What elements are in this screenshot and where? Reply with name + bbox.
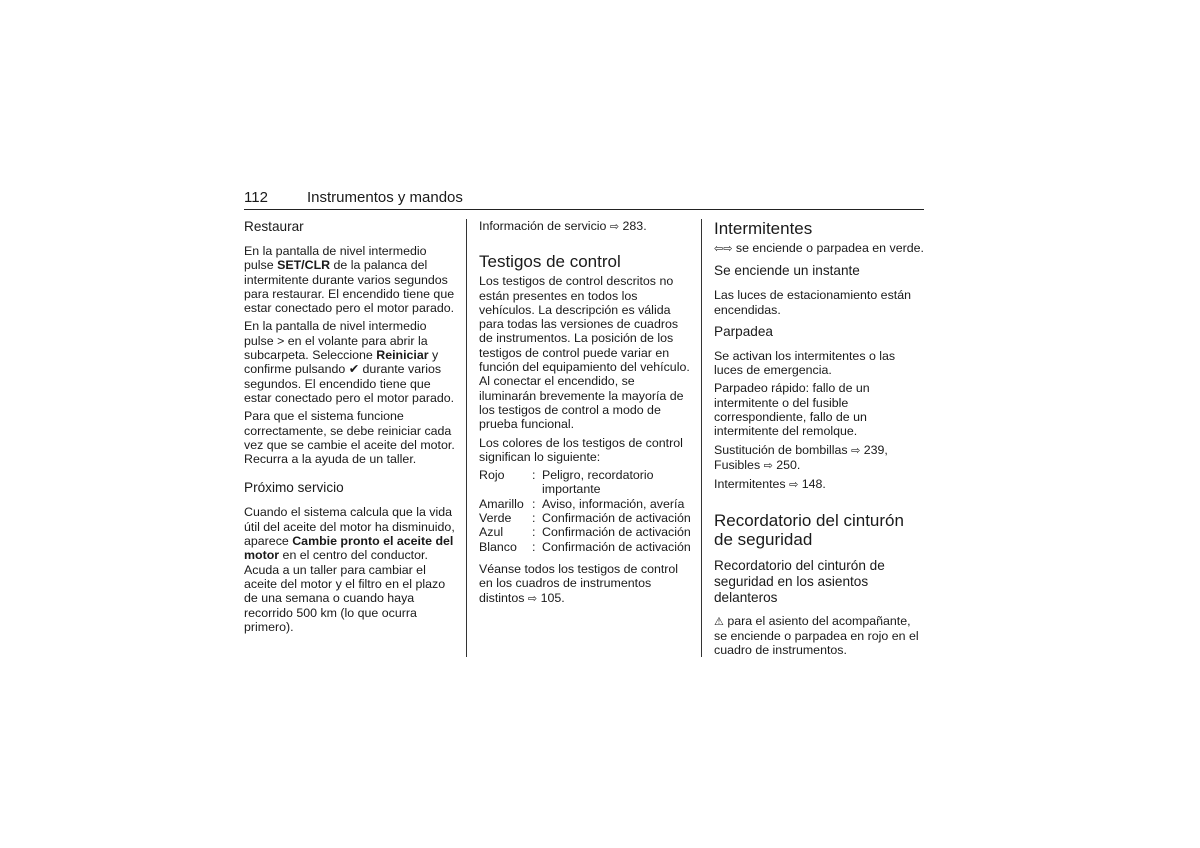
page-ref-arrow-icon: ⇨ <box>789 479 799 492</box>
text: En la pantalla de nivel intermedio pulse <box>244 244 427 273</box>
table-row <box>479 511 691 525</box>
page-ref-arrow-icon: ⇨ <box>851 444 861 457</box>
paragraph-sustitucion <box>714 443 926 474</box>
text: 250. <box>772 457 801 472</box>
table-row <box>479 468 691 497</box>
color-desc: Confirmación de activación <box>542 539 691 554</box>
color-name: Rojo <box>479 468 505 483</box>
column-1 <box>244 219 458 638</box>
text: Sustitución de bombillas <box>714 442 852 457</box>
color-desc: Confirmación de activación <box>542 525 691 540</box>
paragraph-testigos-1: Los testigos de control descritos no están presentes en todos los vehículos. La descripción es válida para todas las versiones de cuadros de instrumentos. La posición de los testigos de control puede variar en función del equipamiento del vehículo. Al conectar el encendido, se iluminarán brevemente la mayoría de los testigos de control a modo de prueba funcional. <box>479 274 690 432</box>
heading-recordatorio-cinturon: Recordatorio del cinturón de seguridad <box>714 510 904 549</box>
separator: : <box>532 525 536 540</box>
text: en el volante para abrir la subcarpeta. Seleccione <box>244 333 428 363</box>
heading-recordatorio-asientos-delanteros: Recordatorio del cinturón de seguridad en los asientos delanteros <box>714 557 885 605</box>
color-name: Verde <box>479 511 512 526</box>
page-ref-arrow-icon: ⇨ <box>527 592 538 605</box>
color-meaning-table <box>479 468 691 554</box>
heading-restaurar: Restaurar <box>244 219 304 234</box>
menu-label-reiniciar: Reiniciar <box>376 348 429 363</box>
paragraph-intermitentes-icon <box>714 241 926 256</box>
text: y confirme pulsando <box>244 348 439 377</box>
column-divider-1 <box>466 219 467 657</box>
paragraph-parpadea-1: Se activan los intermitentes o las luces de emergencia. <box>714 348 896 378</box>
paragraph-testigos-2: Los colores de los testigos de control significan lo siguiente: <box>479 435 683 464</box>
table-row <box>479 525 691 539</box>
paragraph-restaurar-3: Para que el sistema funcione correctamente, se debe reiniciar cada vez que se cambie el aceite del motor. Recurra a la ayuda de un taller. <box>244 409 455 467</box>
color-name: Blanco <box>479 539 517 554</box>
separator: : <box>532 468 536 483</box>
paragraph-parpadea-2: Parpadeo rápido: fallo de un intermitente o del fusible correspondiente, fallo de un intermitente del remolque. <box>714 381 870 439</box>
text: Cuando el sistema calcula que la vida útil del aceite del motor ha disminuido, aparece <box>244 505 455 549</box>
page-ref-arrow-icon: ⇨ <box>609 221 620 233</box>
text: Véanse todos los testigos de control en los cuadros de instrumentos distintos <box>479 561 679 605</box>
heading-intermitentes: Intermitentes <box>714 219 813 238</box>
display-message: Cambie pronto el aceite del motor <box>244 534 454 563</box>
chevron-right-icon: > <box>277 333 285 348</box>
page-ref-arrow-icon: ⇨ <box>763 459 773 472</box>
column-divider-2 <box>701 219 702 657</box>
heading-testigos-de-control: Testigos de control <box>479 252 621 272</box>
color-desc: Confirmación de activación <box>542 511 691 526</box>
chapter-title: Instrumentos y mandos <box>307 189 463 206</box>
color-name: Amarillo <box>479 496 524 511</box>
color-name: Azul <box>479 525 504 540</box>
column-3 <box>714 219 926 661</box>
text: se enciende o parpadea en verde. <box>732 241 924 255</box>
separator: : <box>532 496 536 511</box>
heading-se-enciende-instante: Se enciende un instante <box>714 263 860 279</box>
paragraph-instante: Las luces de estacionamiento están encendidas. <box>714 288 911 317</box>
info-servicio-ref <box>479 219 691 234</box>
text: 239, Fusibles <box>714 442 888 472</box>
page-ref: 105. <box>537 590 565 605</box>
text: En la pantalla de nivel intermedio pulse <box>244 319 427 348</box>
text: Intermitentes <box>714 477 790 492</box>
separator: : <box>532 511 536 526</box>
color-desc: Peligro, recordatorio importante <box>542 468 654 497</box>
checkmark-icon: ✔ <box>348 362 360 377</box>
page-ref: 283. <box>619 219 647 233</box>
page-number: 112 <box>244 189 268 206</box>
turn-signal-icon: ⇦⇨ <box>714 243 733 255</box>
heading-proximo-servicio: Próximo servicio <box>244 480 344 496</box>
table-row <box>479 497 691 511</box>
text: en el centro del conductor. Acuda a un taller para cambiar el aceite del motor y el filtro en el plazo de una semana o cuando haya recorrido 500 km (lo que ocurra primero). <box>244 548 446 634</box>
text: de la palanca del intermitente durante varios segundos para restaurar. El encendido tiene que estar conectado pero el motor parado. <box>244 258 455 316</box>
paragraph-intermitentes-ref <box>714 477 926 492</box>
paragraph-restaurar-2 <box>244 319 458 405</box>
text: durante varios segundos. El encendido tiene que estar conectado pero el motor parado. <box>244 362 455 405</box>
control-label-set-clr: SET/CLR <box>277 258 331 273</box>
text: para el asiento del acompañante, se enciende o parpadea en rojo en el cuadro de instrumentos. <box>714 613 919 658</box>
heading-parpadea: Parpadea <box>714 323 773 339</box>
paragraph-testigos-3 <box>479 562 691 606</box>
text: Información de servicio <box>479 219 610 233</box>
color-desc: Aviso, información, avería <box>542 496 685 511</box>
seatbelt-icon: ⚠ <box>714 615 724 628</box>
paragraph-proximo-servicio <box>244 505 458 634</box>
paragraph-restaurar-1 <box>244 244 458 315</box>
paragraph-cinturon <box>714 614 926 658</box>
column-2 <box>479 219 691 610</box>
separator: : <box>532 539 536 554</box>
text: 148. <box>798 477 826 492</box>
page-header <box>244 189 924 210</box>
table-row <box>479 540 691 554</box>
